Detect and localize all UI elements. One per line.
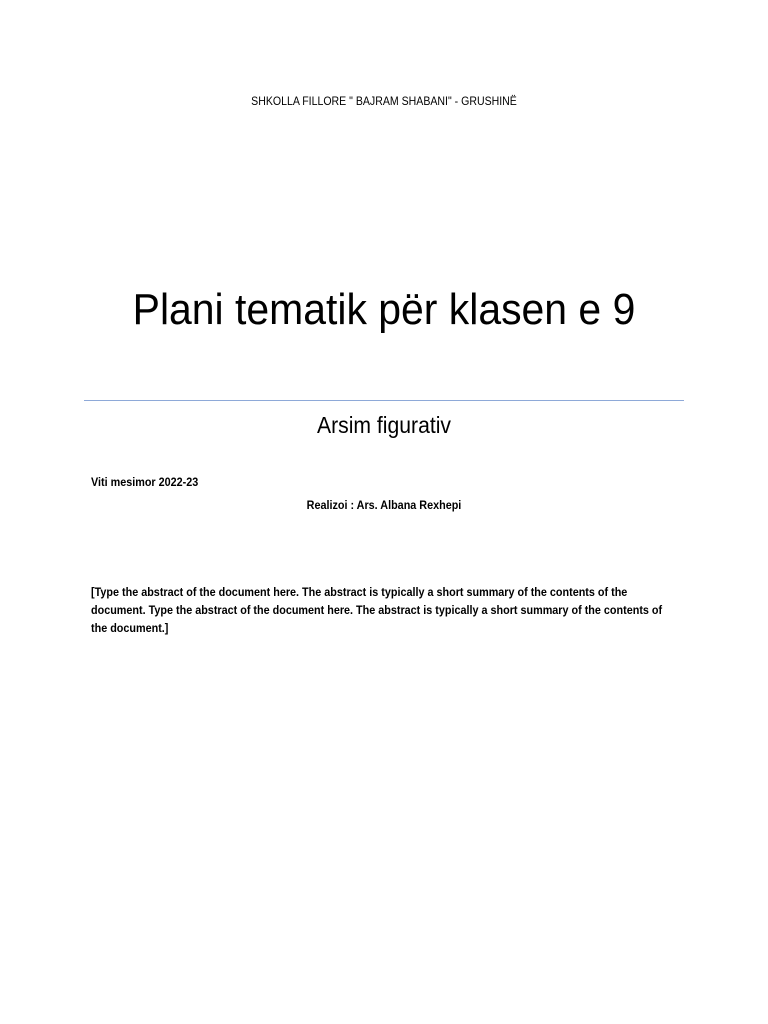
academic-year: Viti mesimor 2022-23 (91, 475, 199, 489)
document-title: Plani tematik për klasen e 9 (132, 285, 636, 334)
author-line: Realizoi : Ars. Albana Rexhepi (306, 498, 462, 512)
title-divider (84, 400, 684, 401)
document-abstract: [Type the abstract of the document here. The abstract is typically a short summary of the contents of the document. Type the abstract of the document here. The abstract is typically a short summary of the contents of the document.] (91, 585, 663, 635)
document-subtitle: Arsim figurativ (316, 412, 452, 438)
school-header: SHKOLLA FILLORE " BAJRAM SHABANI" - GRUSHINË (251, 94, 517, 108)
